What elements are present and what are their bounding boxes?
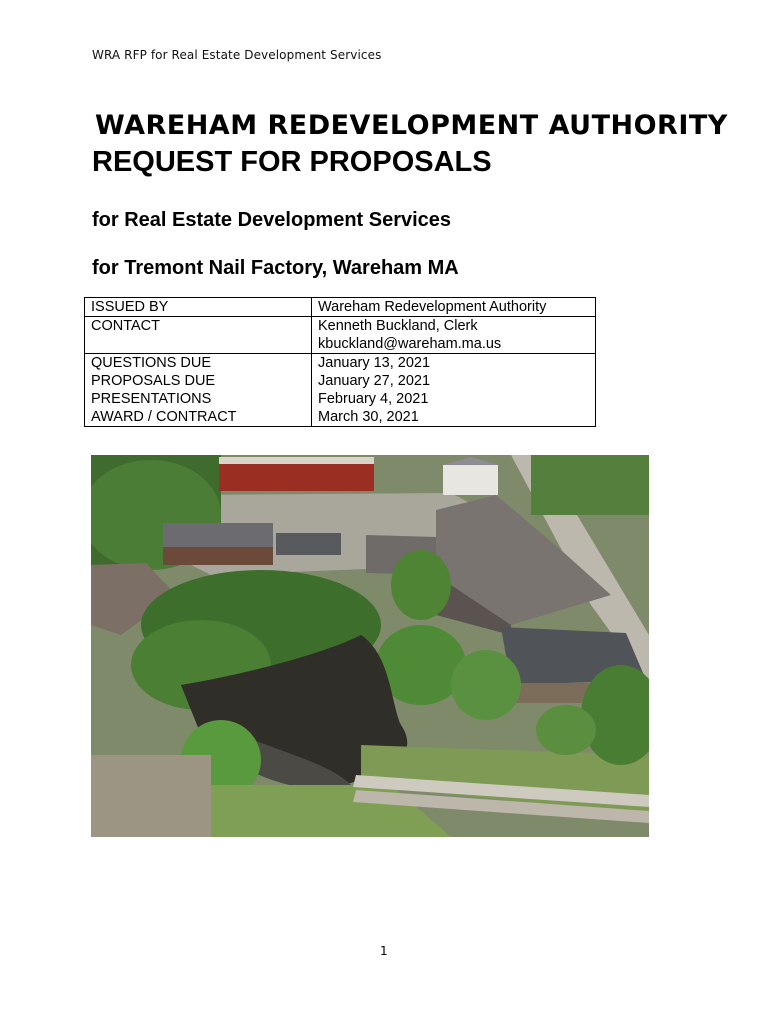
- row-label: [85, 354, 312, 427]
- running-header: WRA RFP for Real Estate Development Services: [92, 48, 382, 62]
- aerial-site-photo: [91, 455, 649, 837]
- rfp-info-table: [84, 297, 596, 427]
- organization-title: WAREHAM REDEVELOPMENT AUTHORITY: [95, 110, 728, 141]
- document-title: REQUEST FOR PROPOSALS: [92, 146, 492, 178]
- row-label-text: PROPOSALS DUE: [91, 373, 216, 389]
- row-label-text: QUESTIONS DUE: [91, 355, 212, 371]
- row-value: Wareham Redevelopment Authority: [312, 298, 596, 317]
- row-label-text: AWARD / CONTRACT: [91, 409, 237, 425]
- table-row: [85, 354, 596, 427]
- proposals-due-date: January 27, 2021: [318, 373, 431, 389]
- table-row: [85, 298, 596, 317]
- row-value: [312, 317, 596, 354]
- subtitle-services: for Real Estate Development Services: [92, 209, 452, 231]
- subtitle-location: for Tremont Nail Factory, Wareham MA: [92, 257, 459, 279]
- row-value: [312, 354, 596, 427]
- contact-name: Kenneth Buckland, Clerk: [318, 318, 478, 334]
- row-label-text: [91, 335, 305, 353]
- row-label-text: PRESENTATIONS: [91, 391, 212, 407]
- row-label-text: CONTACT: [91, 318, 161, 334]
- contact-email: kbuckland@wareham.ma.us: [318, 336, 502, 352]
- questions-due-date: January 13, 2021: [318, 355, 431, 371]
- award-date: March 30, 2021: [318, 409, 419, 425]
- table-row: [85, 317, 596, 354]
- aerial-photo-illustration: [91, 455, 649, 837]
- row-label: [85, 317, 312, 354]
- page-number: 1: [380, 944, 388, 958]
- row-label: ISSUED BY: [85, 298, 312, 317]
- presentations-date: February 4, 2021: [318, 391, 429, 407]
